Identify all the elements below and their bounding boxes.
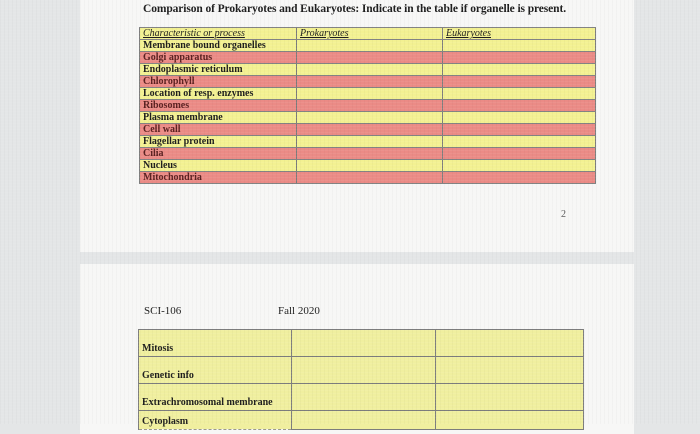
- prokaryotes-cell[interactable]: [292, 357, 436, 384]
- eukaryotes-cell[interactable]: [443, 112, 596, 124]
- table-row: [140, 136, 596, 148]
- row-label: Plasma membrane: [140, 112, 297, 124]
- table-row: [140, 112, 596, 124]
- header-characteristic: Characteristic or process: [140, 28, 297, 40]
- table-header-row: [140, 28, 596, 40]
- prokaryotes-cell[interactable]: [297, 112, 443, 124]
- table-row: [140, 148, 596, 160]
- row-label: Membrane bound organelles: [140, 40, 297, 52]
- prokaryotes-cell[interactable]: [297, 76, 443, 88]
- table-row: [139, 411, 584, 430]
- row-label: Cilia: [140, 148, 297, 160]
- eukaryotes-cell[interactable]: [443, 172, 596, 184]
- table-row: [140, 88, 596, 100]
- eukaryotes-cell[interactable]: [443, 160, 596, 172]
- prokaryotes-cell[interactable]: [297, 88, 443, 100]
- table-row: [140, 76, 596, 88]
- prokaryotes-cell[interactable]: [292, 384, 436, 411]
- table-row: [140, 160, 596, 172]
- table-row: [139, 357, 584, 384]
- continued-table: [138, 329, 584, 430]
- prokaryotes-cell[interactable]: [292, 330, 436, 357]
- eukaryotes-cell[interactable]: [443, 148, 596, 160]
- table-row: [140, 100, 596, 112]
- eukaryotes-cell[interactable]: [436, 384, 584, 411]
- comparison-table: [139, 27, 596, 184]
- row-label: Mitosis: [139, 330, 292, 357]
- row-label: Ribosomes: [140, 100, 297, 112]
- eukaryotes-cell[interactable]: [443, 88, 596, 100]
- prokaryotes-cell[interactable]: [297, 148, 443, 160]
- row-label: Endoplasmic reticulum: [140, 64, 297, 76]
- eukaryotes-cell[interactable]: [443, 52, 596, 64]
- table-row: [140, 172, 596, 184]
- row-label: Chlorophyll: [140, 76, 297, 88]
- eukaryotes-cell[interactable]: [443, 76, 596, 88]
- table-row: [139, 384, 584, 411]
- prokaryotes-cell[interactable]: [297, 64, 443, 76]
- eukaryotes-cell[interactable]: [443, 100, 596, 112]
- prokaryotes-cell[interactable]: [297, 52, 443, 64]
- eukaryotes-cell[interactable]: [443, 64, 596, 76]
- eukaryotes-cell[interactable]: [436, 330, 584, 357]
- prokaryotes-cell[interactable]: [297, 40, 443, 52]
- table-row: [140, 124, 596, 136]
- page-heading: Comparison of Prokaryotes and Eukaryotes: Indicate in the table if organelle is present.: [143, 3, 566, 15]
- row-label: Genetic info: [139, 357, 292, 384]
- row-label: Mitochondria: [140, 172, 297, 184]
- row-label: Golgi apparatus: [140, 52, 297, 64]
- row-label: Extrachromosomal membrane: [139, 384, 292, 411]
- prokaryotes-cell[interactable]: [297, 124, 443, 136]
- footer-term: Fall 2020: [278, 305, 320, 317]
- footer-course: SCI-106: [144, 305, 182, 317]
- eukaryotes-cell[interactable]: [436, 357, 584, 384]
- prokaryotes-cell[interactable]: [292, 411, 436, 430]
- prokaryotes-cell[interactable]: [297, 100, 443, 112]
- table-row: [140, 40, 596, 52]
- eukaryotes-cell[interactable]: [443, 124, 596, 136]
- prokaryotes-cell[interactable]: [297, 160, 443, 172]
- row-label: Location of resp. enzymes: [140, 88, 297, 100]
- page-number: 2: [561, 209, 566, 220]
- row-label: Cytoplasm: [139, 411, 292, 430]
- table-row: [140, 64, 596, 76]
- eukaryotes-cell[interactable]: [436, 411, 584, 430]
- table-row: [139, 330, 584, 357]
- row-label: Nucleus: [140, 160, 297, 172]
- row-label: Flagellar protein: [140, 136, 297, 148]
- eukaryotes-cell[interactable]: [443, 40, 596, 52]
- header-prokaryotes: Prokaryotes: [297, 28, 443, 40]
- prokaryotes-cell[interactable]: [297, 172, 443, 184]
- prokaryotes-cell[interactable]: [297, 136, 443, 148]
- eukaryotes-cell[interactable]: [443, 136, 596, 148]
- row-label: Cell wall: [140, 124, 297, 136]
- table-row: [140, 52, 596, 64]
- header-eukaryotes: Eukaryotes: [443, 28, 596, 40]
